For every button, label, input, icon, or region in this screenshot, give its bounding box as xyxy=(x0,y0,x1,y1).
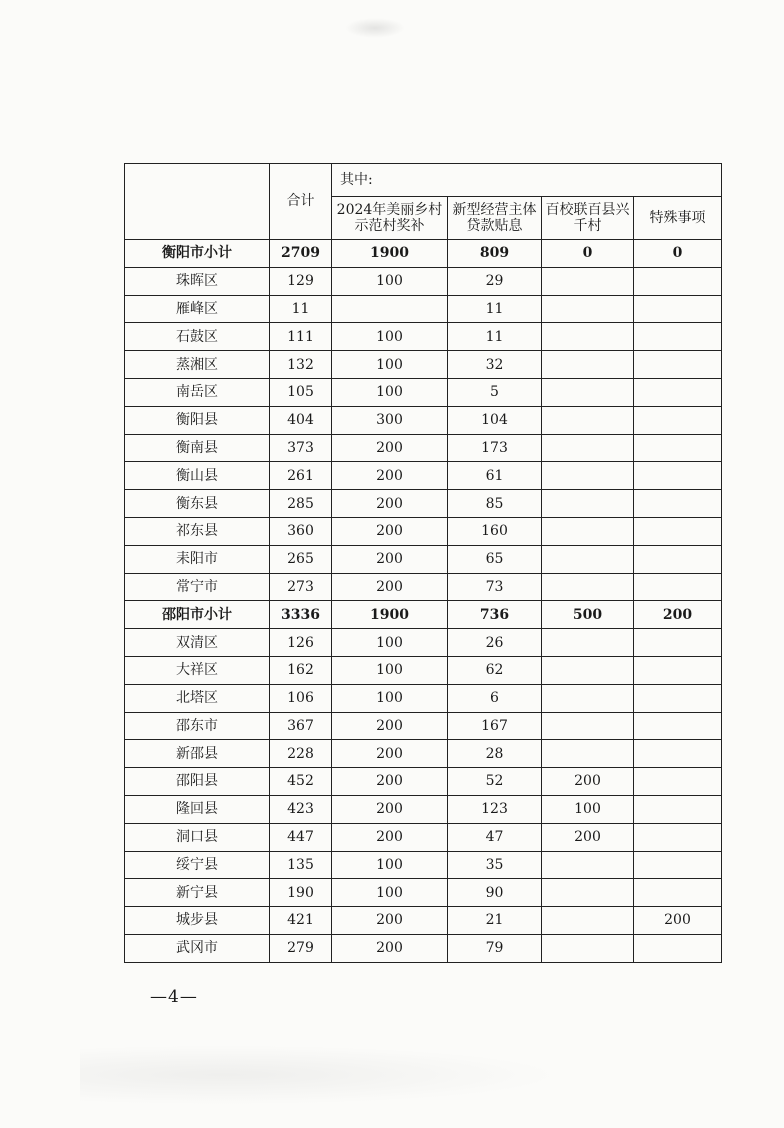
total-cell: 11 xyxy=(270,295,332,323)
loan-cell: 35 xyxy=(448,851,542,879)
table-row xyxy=(125,378,722,406)
beauty-cell: 200 xyxy=(332,740,448,768)
beauty-cell xyxy=(332,295,448,323)
school-cell xyxy=(542,851,634,879)
beauty-cell: 100 xyxy=(332,879,448,907)
special-cell xyxy=(634,851,722,879)
special-cell xyxy=(634,545,722,573)
special-cell xyxy=(634,351,722,379)
loan-cell: 809 xyxy=(448,240,542,268)
total-cell: 360 xyxy=(270,517,332,545)
table-row xyxy=(125,768,722,796)
table-row xyxy=(125,490,722,518)
region-name: 新邵县 xyxy=(125,740,270,768)
special-cell xyxy=(634,768,722,796)
total-cell: 3336 xyxy=(270,601,332,629)
school-cell xyxy=(542,907,634,935)
total-cell: 132 xyxy=(270,351,332,379)
special-cell xyxy=(634,323,722,351)
region-name: 双清区 xyxy=(125,629,270,657)
loan-cell: 73 xyxy=(448,573,542,601)
total-cell: 190 xyxy=(270,879,332,907)
beauty-cell: 200 xyxy=(332,462,448,490)
school-cell xyxy=(542,351,634,379)
total-cell: 373 xyxy=(270,434,332,462)
region-name: 衡山县 xyxy=(125,462,270,490)
special-cell xyxy=(634,712,722,740)
loan-cell: 21 xyxy=(448,907,542,935)
region-name: 衡南县 xyxy=(125,434,270,462)
beauty-cell: 1900 xyxy=(332,240,448,268)
loan-cell: 61 xyxy=(448,462,542,490)
total-cell: 265 xyxy=(270,545,332,573)
total-cell: 126 xyxy=(270,629,332,657)
header-total: 合计 xyxy=(270,164,332,240)
special-cell xyxy=(634,406,722,434)
table-row xyxy=(125,823,722,851)
school-cell xyxy=(542,684,634,712)
loan-cell: 5 xyxy=(448,378,542,406)
table-row xyxy=(125,629,722,657)
school-cell: 100 xyxy=(542,795,634,823)
school-cell xyxy=(542,434,634,462)
region-name: 邵阳县 xyxy=(125,768,270,796)
page-number: —4— xyxy=(150,987,198,1007)
region-name: 珠晖区 xyxy=(125,267,270,295)
special-cell: 0 xyxy=(634,240,722,268)
loan-cell: 167 xyxy=(448,712,542,740)
beauty-cell: 200 xyxy=(332,795,448,823)
total-cell: 423 xyxy=(270,795,332,823)
school-cell: 200 xyxy=(542,823,634,851)
special-cell xyxy=(634,267,722,295)
total-cell: 135 xyxy=(270,851,332,879)
beauty-cell: 200 xyxy=(332,823,448,851)
table-row xyxy=(125,406,722,434)
school-cell xyxy=(542,323,634,351)
table-row xyxy=(125,517,722,545)
total-cell: 129 xyxy=(270,267,332,295)
loan-cell: 123 xyxy=(448,795,542,823)
special-cell xyxy=(634,879,722,907)
school-cell xyxy=(542,295,634,323)
loan-cell: 62 xyxy=(448,656,542,684)
total-cell: 261 xyxy=(270,462,332,490)
school-cell xyxy=(542,267,634,295)
table-row xyxy=(125,851,722,879)
special-cell xyxy=(634,378,722,406)
table-row xyxy=(125,934,722,962)
header-loan-subsidy: 新型经营主体贷款贴息 xyxy=(448,197,542,240)
school-cell xyxy=(542,490,634,518)
header-beauty-village: 2024年美丽乡村示范村奖补 xyxy=(332,197,448,240)
beauty-cell: 100 xyxy=(332,351,448,379)
special-cell xyxy=(634,823,722,851)
region-name: 武冈市 xyxy=(125,934,270,962)
region-name: 绥宁县 xyxy=(125,851,270,879)
school-cell xyxy=(542,545,634,573)
table-row xyxy=(125,323,722,351)
loan-cell: 28 xyxy=(448,740,542,768)
region-name: 祁东县 xyxy=(125,517,270,545)
loan-cell: 65 xyxy=(448,545,542,573)
total-cell: 105 xyxy=(270,378,332,406)
header-school-program: 百校联百县兴千村 xyxy=(542,197,634,240)
special-cell xyxy=(634,629,722,657)
table-row xyxy=(125,684,722,712)
school-cell: 500 xyxy=(542,601,634,629)
total-cell: 404 xyxy=(270,406,332,434)
scan-smudge-top xyxy=(345,18,405,38)
region-name: 大祥区 xyxy=(125,656,270,684)
loan-cell: 104 xyxy=(448,406,542,434)
loan-cell: 90 xyxy=(448,879,542,907)
beauty-cell: 100 xyxy=(332,851,448,879)
beauty-cell: 200 xyxy=(332,517,448,545)
beauty-cell: 100 xyxy=(332,378,448,406)
loan-cell: 11 xyxy=(448,323,542,351)
region-name: 雁峰区 xyxy=(125,295,270,323)
loan-cell: 79 xyxy=(448,934,542,962)
loan-cell: 29 xyxy=(448,267,542,295)
region-name: 南岳区 xyxy=(125,378,270,406)
table-row xyxy=(125,573,722,601)
school-cell xyxy=(542,629,634,657)
beauty-cell: 1900 xyxy=(332,601,448,629)
subtotal-row xyxy=(125,240,722,268)
loan-cell: 736 xyxy=(448,601,542,629)
beauty-cell: 300 xyxy=(332,406,448,434)
table-row xyxy=(125,740,722,768)
beauty-cell: 100 xyxy=(332,629,448,657)
table-row xyxy=(125,907,722,935)
table-row xyxy=(125,462,722,490)
total-cell: 273 xyxy=(270,573,332,601)
special-cell xyxy=(634,684,722,712)
special-cell xyxy=(634,740,722,768)
beauty-cell: 200 xyxy=(332,907,448,935)
beauty-cell: 200 xyxy=(332,712,448,740)
total-cell: 279 xyxy=(270,934,332,962)
region-name: 北塔区 xyxy=(125,684,270,712)
table-row xyxy=(125,434,722,462)
region-name: 衡东县 xyxy=(125,490,270,518)
special-cell xyxy=(634,462,722,490)
region-name: 耒阳市 xyxy=(125,545,270,573)
school-cell xyxy=(542,517,634,545)
region-name: 新宁县 xyxy=(125,879,270,907)
beauty-cell: 200 xyxy=(332,490,448,518)
special-cell xyxy=(634,795,722,823)
loan-cell: 160 xyxy=(448,517,542,545)
region-name: 洞口县 xyxy=(125,823,270,851)
table-row xyxy=(125,351,722,379)
beauty-cell: 100 xyxy=(332,656,448,684)
beauty-cell: 100 xyxy=(332,684,448,712)
total-cell: 2709 xyxy=(270,240,332,268)
special-cell: 200 xyxy=(634,907,722,935)
school-cell xyxy=(542,378,634,406)
beauty-cell: 100 xyxy=(332,323,448,351)
school-cell xyxy=(542,934,634,962)
table-row xyxy=(125,795,722,823)
school-cell xyxy=(542,740,634,768)
school-cell xyxy=(542,712,634,740)
header-region-cell xyxy=(125,164,270,240)
special-cell xyxy=(634,573,722,601)
region-name: 邵东市 xyxy=(125,712,270,740)
loan-cell: 47 xyxy=(448,823,542,851)
beauty-cell: 100 xyxy=(332,267,448,295)
funding-table xyxy=(124,163,722,963)
special-cell: 200 xyxy=(634,601,722,629)
school-cell: 200 xyxy=(542,768,634,796)
header-qizhong: 其中: xyxy=(332,164,722,197)
region-name: 衡阳县 xyxy=(125,406,270,434)
beauty-cell: 200 xyxy=(332,934,448,962)
special-cell xyxy=(634,295,722,323)
table-row xyxy=(125,656,722,684)
header-special-items: 特殊事项 xyxy=(634,197,722,240)
header-row-1 xyxy=(125,164,722,197)
total-cell: 421 xyxy=(270,907,332,935)
school-cell: 0 xyxy=(542,240,634,268)
loan-cell: 85 xyxy=(448,490,542,518)
region-name: 衡阳市小计 xyxy=(125,240,270,268)
special-cell xyxy=(634,656,722,684)
total-cell: 106 xyxy=(270,684,332,712)
region-name: 城步县 xyxy=(125,907,270,935)
total-cell: 367 xyxy=(270,712,332,740)
school-cell xyxy=(542,406,634,434)
loan-cell: 11 xyxy=(448,295,542,323)
loan-cell: 26 xyxy=(448,629,542,657)
scan-smudge-bottom xyxy=(80,1045,560,1105)
total-cell: 447 xyxy=(270,823,332,851)
region-name: 隆回县 xyxy=(125,795,270,823)
region-name: 蒸湘区 xyxy=(125,351,270,379)
beauty-cell: 200 xyxy=(332,545,448,573)
school-cell xyxy=(542,573,634,601)
special-cell xyxy=(634,934,722,962)
loan-cell: 6 xyxy=(448,684,542,712)
total-cell: 452 xyxy=(270,768,332,796)
table-row xyxy=(125,879,722,907)
region-name: 邵阳市小计 xyxy=(125,601,270,629)
total-cell: 228 xyxy=(270,740,332,768)
total-cell: 285 xyxy=(270,490,332,518)
loan-cell: 173 xyxy=(448,434,542,462)
beauty-cell: 200 xyxy=(332,768,448,796)
total-cell: 162 xyxy=(270,656,332,684)
beauty-cell: 200 xyxy=(332,573,448,601)
region-name: 常宁市 xyxy=(125,573,270,601)
beauty-cell: 200 xyxy=(332,434,448,462)
loan-cell: 32 xyxy=(448,351,542,379)
special-cell xyxy=(634,490,722,518)
special-cell xyxy=(634,517,722,545)
table-row xyxy=(125,545,722,573)
table-row xyxy=(125,295,722,323)
table-row xyxy=(125,712,722,740)
subtotal-row xyxy=(125,601,722,629)
school-cell xyxy=(542,656,634,684)
table-row xyxy=(125,267,722,295)
loan-cell: 52 xyxy=(448,768,542,796)
total-cell: 111 xyxy=(270,323,332,351)
special-cell xyxy=(634,434,722,462)
school-cell xyxy=(542,879,634,907)
region-name: 石鼓区 xyxy=(125,323,270,351)
school-cell xyxy=(542,462,634,490)
